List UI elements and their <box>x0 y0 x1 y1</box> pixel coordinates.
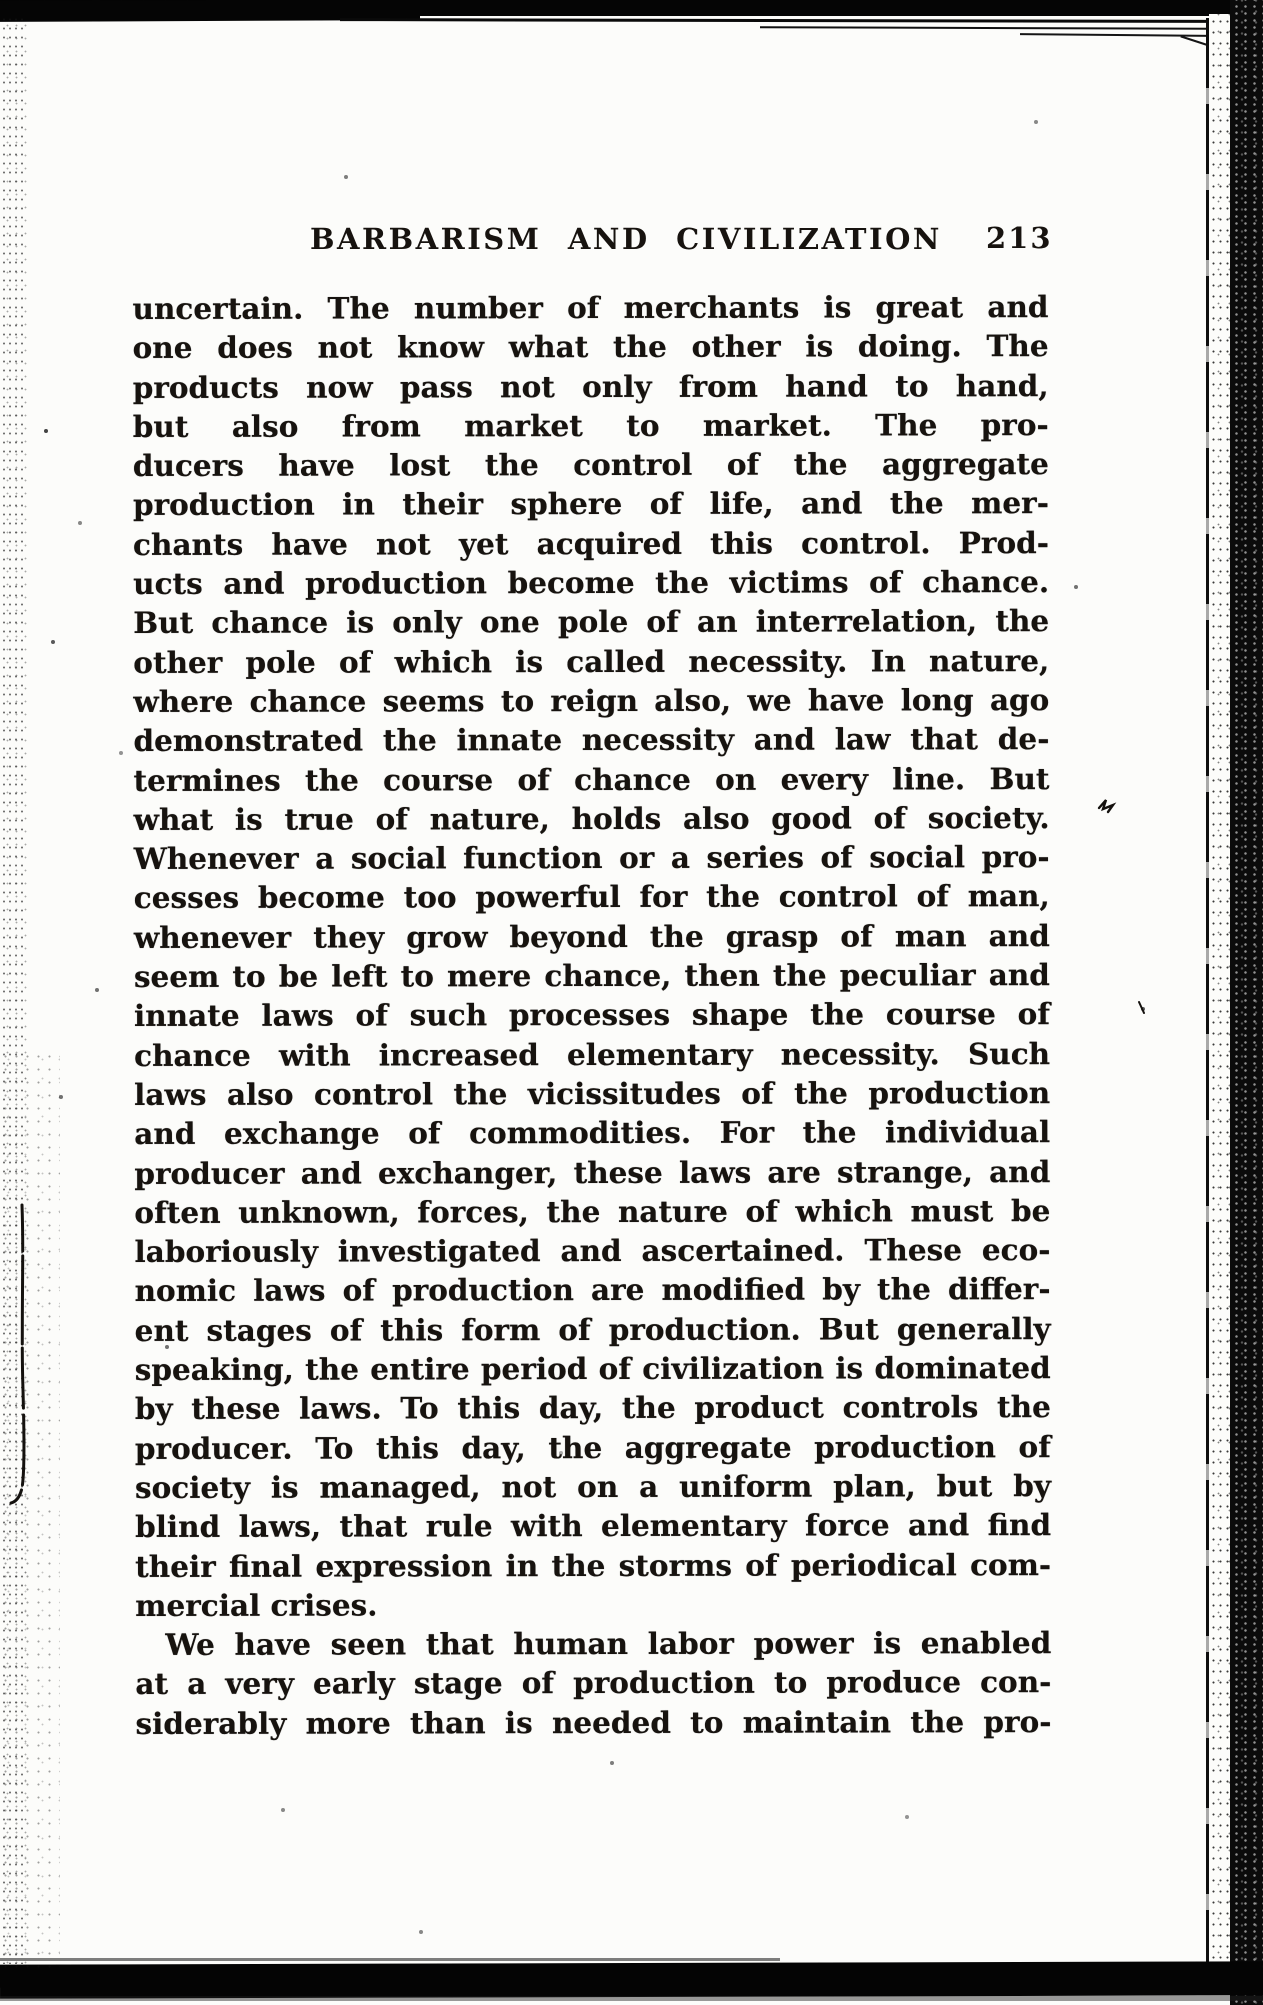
text-line: production in their sphere of life, and the mer- <box>132 485 1049 523</box>
text-line: demonstrated the innate necessity and law that de- <box>133 721 1050 759</box>
text-line: Whenever a social function or a series of social pro- <box>133 839 1050 877</box>
text-line: producer and exchanger, these laws are strange, and <box>134 1153 1051 1191</box>
right-page-margin-noise <box>1209 14 1230 1974</box>
body-text <box>132 287 1051 1743</box>
text-line: nomic laws of production are modified by the differ- <box>134 1271 1051 1309</box>
page-edge-line <box>1206 18 1209 1966</box>
scan-streak <box>760 26 1212 30</box>
text-line: laws also control the vicissitudes of the production <box>134 1074 1051 1112</box>
text-line: blind laws, that rule with elementary force and find <box>135 1507 1052 1545</box>
running-header-title: BARBARISM AND CIVILIZATION <box>310 222 942 256</box>
text-line: seem to be left to mere chance, then the peculiar and <box>133 957 1050 995</box>
text-line: innate laws of such processes shape the course of <box>133 996 1051 1034</box>
text-line: where chance seems to reign also, we have long ago <box>133 682 1050 719</box>
text-line: and exchange of commodities. For the individual <box>134 1114 1051 1152</box>
text-line: But chance is only one pole of an interrelation, the <box>133 603 1050 641</box>
right-margin-pen-mark <box>1099 800 1113 812</box>
small-margin-tick <box>1139 1002 1144 1013</box>
text-line: ducers have lost the control of the aggregate <box>132 446 1049 484</box>
text-line: laboriously investigated and ascertained. These eco- <box>134 1232 1051 1270</box>
text-line: what is true of nature, holds also good of society. <box>133 799 1050 837</box>
bottom-scan-edge <box>0 1961 1263 1998</box>
text-line: other pole of which is called necessity. In nature, <box>133 642 1050 680</box>
text-line: termines the course of chance on every line. But <box>133 760 1050 798</box>
text-line: by these laws. To this day, the product controls the <box>134 1389 1051 1427</box>
text-line: products now pass not only from hand to hand, <box>132 367 1049 405</box>
text-line: chants have not yet acquired this control. Prod- <box>132 524 1050 562</box>
text-line: their final expression in the storms of periodical com- <box>135 1546 1052 1584</box>
text-line: cesses become too powerful for the control of man, <box>133 878 1050 916</box>
text-line: We have seen that human labor power is enabled <box>165 1625 1052 1662</box>
text-line: at a very early stage of production to produce con- <box>135 1664 1052 1702</box>
text-line: but also from market to market. The pro- <box>132 406 1049 444</box>
text-line: uncertain. The number of merchants is great and <box>132 289 1049 326</box>
text-line: often unknown, forces, the nature of which must be <box>134 1192 1051 1230</box>
left-margin-noise-lower <box>0 1050 60 1970</box>
text-line: society is managed, not on a uniform plan, but by <box>134 1467 1052 1505</box>
text-line: siderably more than is needed to maintain the pro- <box>135 1703 1052 1741</box>
text-line: ucts and production become the victims of chance. <box>133 564 1050 602</box>
text-line: mercial crises. <box>135 1587 378 1623</box>
page-number: 213 <box>986 221 1053 255</box>
paper-specks <box>0 0 2 2</box>
text-line: one does not know what the other is doing. The <box>132 328 1049 366</box>
bottom-scan-shadow <box>0 1996 1263 2001</box>
text-line: chance with increased elementary necessity. Such <box>134 1035 1051 1073</box>
text-line: ent stages of this form of production. But generally <box>134 1310 1051 1348</box>
text-line: speaking, the entire period of civilization is dominated <box>134 1350 1051 1387</box>
text-line: producer. To this day, the aggregate production of <box>134 1428 1051 1466</box>
text-line: whenever they grow beyond the grasp of man and <box>133 917 1050 955</box>
scan-streak <box>340 18 1212 23</box>
right-gutter-shadow <box>1230 0 1263 2005</box>
bottom-scan-ragged-edge <box>0 1958 780 1961</box>
